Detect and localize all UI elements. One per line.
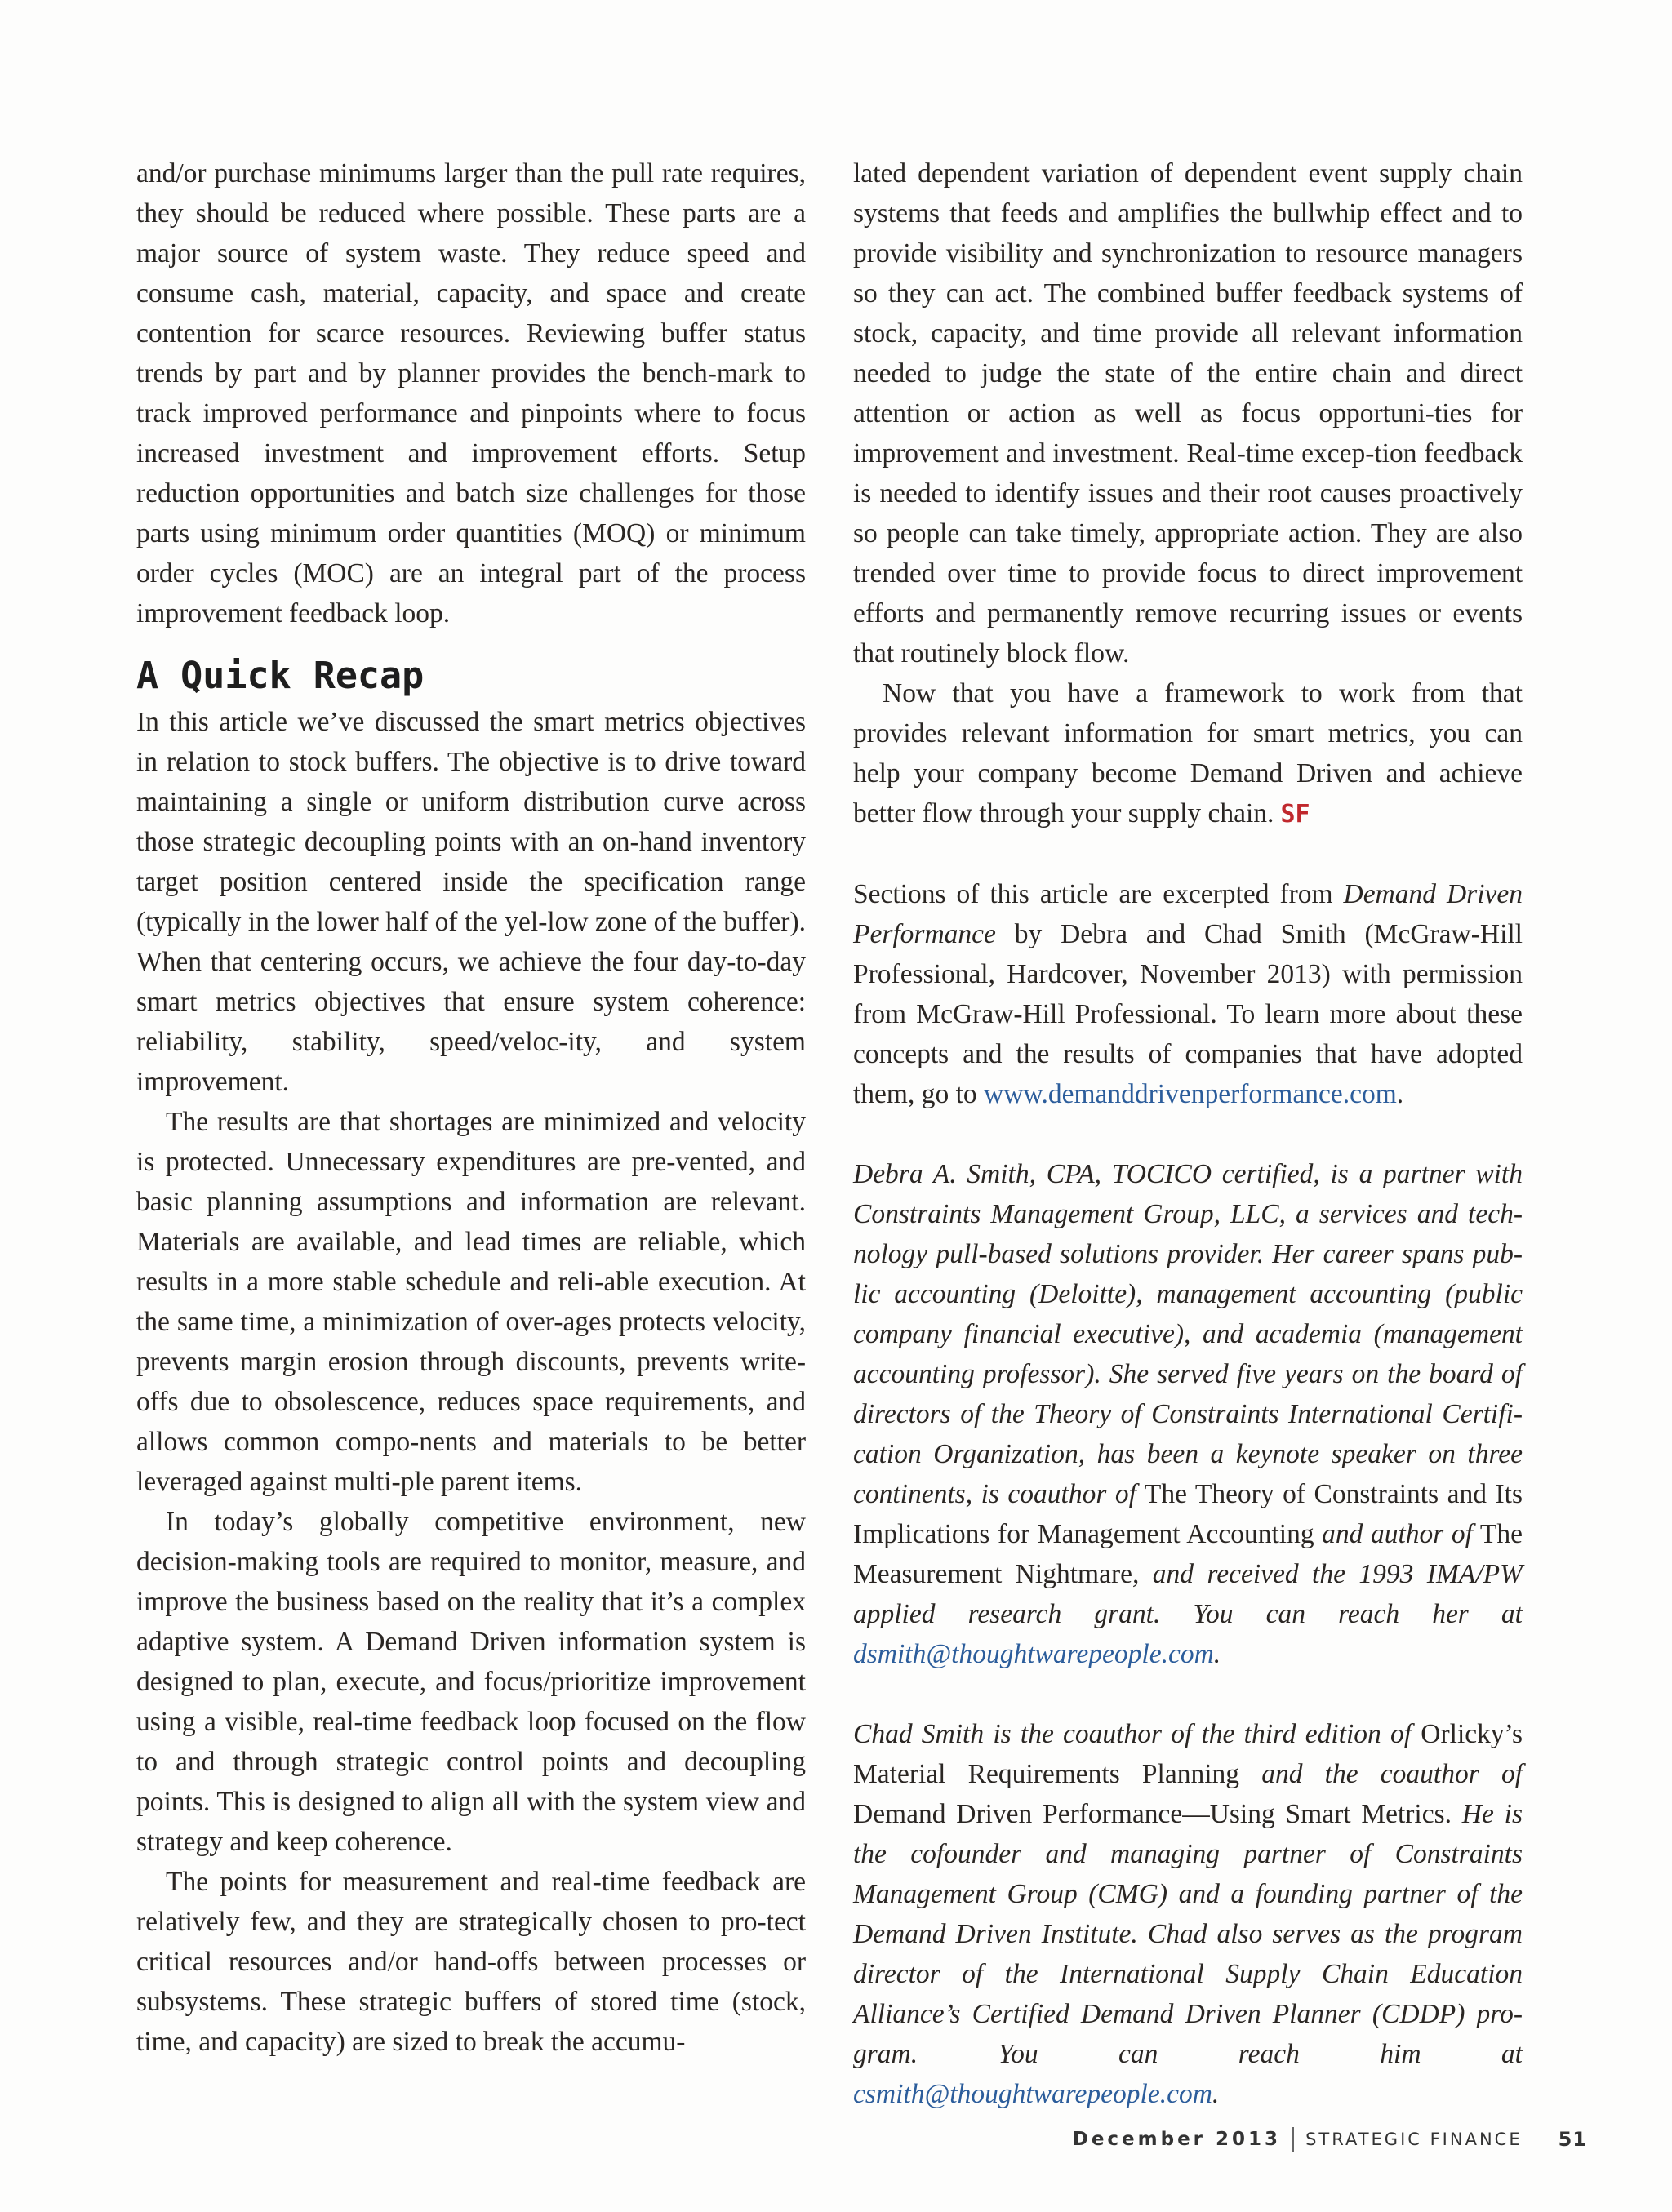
body-paragraph: and/or purchase minimums larger than the pull rate requires, they should be reduced where possible. These parts are a major source of system waste. They reduce speed and consume cash, material, capacity, and space and create contention for scarce resources. Reviewing buffer status trends by part and by planner provides the bench-mark to track improved performance and pinpoints where to focus increased investment and improvement efforts. Setup reduction opportunities and batch size challenges for those parts using minimum order quantities (MOQ) or minimum order cycles (MOC) are an integral part of the process improvement feedback loop.	[136, 158, 806, 629]
author-bio-debra	[853, 1154, 1523, 1674]
credit-text: by Debra and Chad Smith (McGraw-Hill Professional, Hardcover, November 2013) with permission from McGraw-Hill Professional. To learn more about these concepts and the results of companies that have adopted them, go to	[853, 919, 1523, 1109]
book-title: The Theory of Constraints and Its Implications for Management Accounting	[853, 1479, 1523, 1549]
issue-date: December 2013	[1072, 2129, 1282, 2150]
credit-text: Sections of this article are excerpted from	[853, 879, 1344, 909]
bio-text: .	[1212, 2079, 1220, 2109]
publication-name: STRATEGIC FINANCE	[1305, 2130, 1523, 2149]
bio-text: Debra A. Smith, CPA, TOCICO certified, is a partner with Constraints Management Group, LLC, a services and tech-nology pull-based solutions provider. Her career spans pub-lic accounting (Deloitte), management accounting (public company financial executive), and academia (management accounting professor). She served five years on the board of directors of the Theory of Constraints International Certifi-cation Organization, has been a keynote speaker on three continents, is coauthor of	[853, 1159, 1523, 1509]
bio-text: He is the cofounder and managing partner of Constraints Management Group (CMG) and a founding partner of the Demand Driven Institute. Chad also serves as the program director of the International Supply Chain Education Alliance’s Certified Demand Driven Planner (CDDP) pro-gram. You can reach him at	[853, 1799, 1523, 2069]
page-number: 51	[1558, 2128, 1587, 2151]
footer-divider	[1292, 2127, 1294, 2152]
bio-text: , and received the 1993 IMA/PW applied research grant. You can reach her at	[853, 1559, 1523, 1629]
page-footer	[1073, 2127, 1587, 2152]
bio-text: .	[1213, 1639, 1221, 1669]
body-paragraph: lated dependent variation of dependent event supply chain systems that feeds and amplifies the bullwhip effect and to provide visibility and synchronization to resource managers so they can act. The combined buffer feedback systems of stock, capacity, and time provide all relevant information needed to judge the state of the entire chain and direct attention or action as well as focus opportuni-ties for improvement and investment. Real-time excep-tion feedback is needed to identify issues and their root causes proactively so people can take timely, appropriate action. They are also trended over time to provide focus to direct improvement efforts and permanently remove recurring issues or events that routinely block flow.	[853, 158, 1523, 668]
closing-paragraph	[853, 673, 1523, 834]
bio-text: and the coauthor of	[1239, 1759, 1523, 1789]
bio-text: and author of	[1314, 1519, 1473, 1549]
body-paragraph: In today’s globally competitive environment, new decision-making tools are required to monitor, measure, and improve the business based on the reality that it’s a complex adaptive system. A Demand Driven information system is designed to plan, execute, and focus/prioritize improvement using a visible, real-time feedback loop focused on the flow to and through strategic control points and decoupling points. This is designed to align all with the system view and strategy and keep coherence.	[136, 1507, 806, 1857]
book-title: Demand Driven Performance	[853, 879, 1523, 949]
section-heading: A Quick Recap	[136, 654, 425, 697]
body-paragraph: In this article we’ve discussed the smart metrics objectives in relation to stock buffers. The objective is to drive toward maintaining a single or uniform distribution curve across those strategic decoupling points with an on-hand inventory target position centered inside the specification range (typically in the lower half of the yel-low zone of the buffer). When that centering occurs, we achieve the four day-to-day smart metrics objectives that ensure system coherence: reliability, stability, speed/veloc-ity, and system improvement.	[136, 707, 806, 1097]
closing-text: Now that you have a framework to work from that provides relevant information for smart metrics, you can help your company become Demand Driven and achieve better flow through your supply chain.	[853, 678, 1523, 828]
bio-text: Chad Smith is the coauthor of the third edition of	[853, 1719, 1412, 1749]
email-link[interactable]: csmith@thoughtwarepeople.com	[853, 2079, 1212, 2109]
book-title: The Measurement Nightmare	[853, 1519, 1523, 1589]
body-paragraph: The points for measurement and real-time feedback are relatively few, and they are strategically chosen to pro-tect critical resources and/or hand-offs between processes or subsystems. These strategic buffers of stored time (stock, time, and capacity) are sized to break the accumu-	[136, 1867, 806, 2057]
left-column	[136, 153, 806, 2062]
email-link[interactable]: dsmith@thoughtwarepeople.com	[853, 1639, 1214, 1669]
credit-text: .	[1396, 1079, 1404, 1109]
body-paragraph: The results are that shortages are minimized and velocity is protected. Unnecessary expenditures are pre-vented, and basic planning assumptions and information are relevant. Materials are available, and lead times are reliable, which results in a more stable schedule and reli-able execution. At the same time, a minimization of over-ages protects velocity, prevents margin erosion through discounts, prevents write-offs due to obsolescence, reduces space requirements, and allows common compo-nents and materials to be better leveraged against multi-ple parent items.	[136, 1107, 806, 1497]
excerpt-credit	[853, 874, 1523, 1114]
book-title: Orlicky’s Material Requirements Planning	[853, 1719, 1523, 1789]
book-title: Demand Driven Performance—Using Smart Metrics.	[853, 1799, 1452, 1829]
author-bio-chad	[853, 1714, 1523, 2114]
right-column	[853, 153, 1523, 2114]
website-link[interactable]: www.demanddrivenperformance.com	[984, 1079, 1397, 1109]
end-mark: SF	[1280, 800, 1310, 828]
